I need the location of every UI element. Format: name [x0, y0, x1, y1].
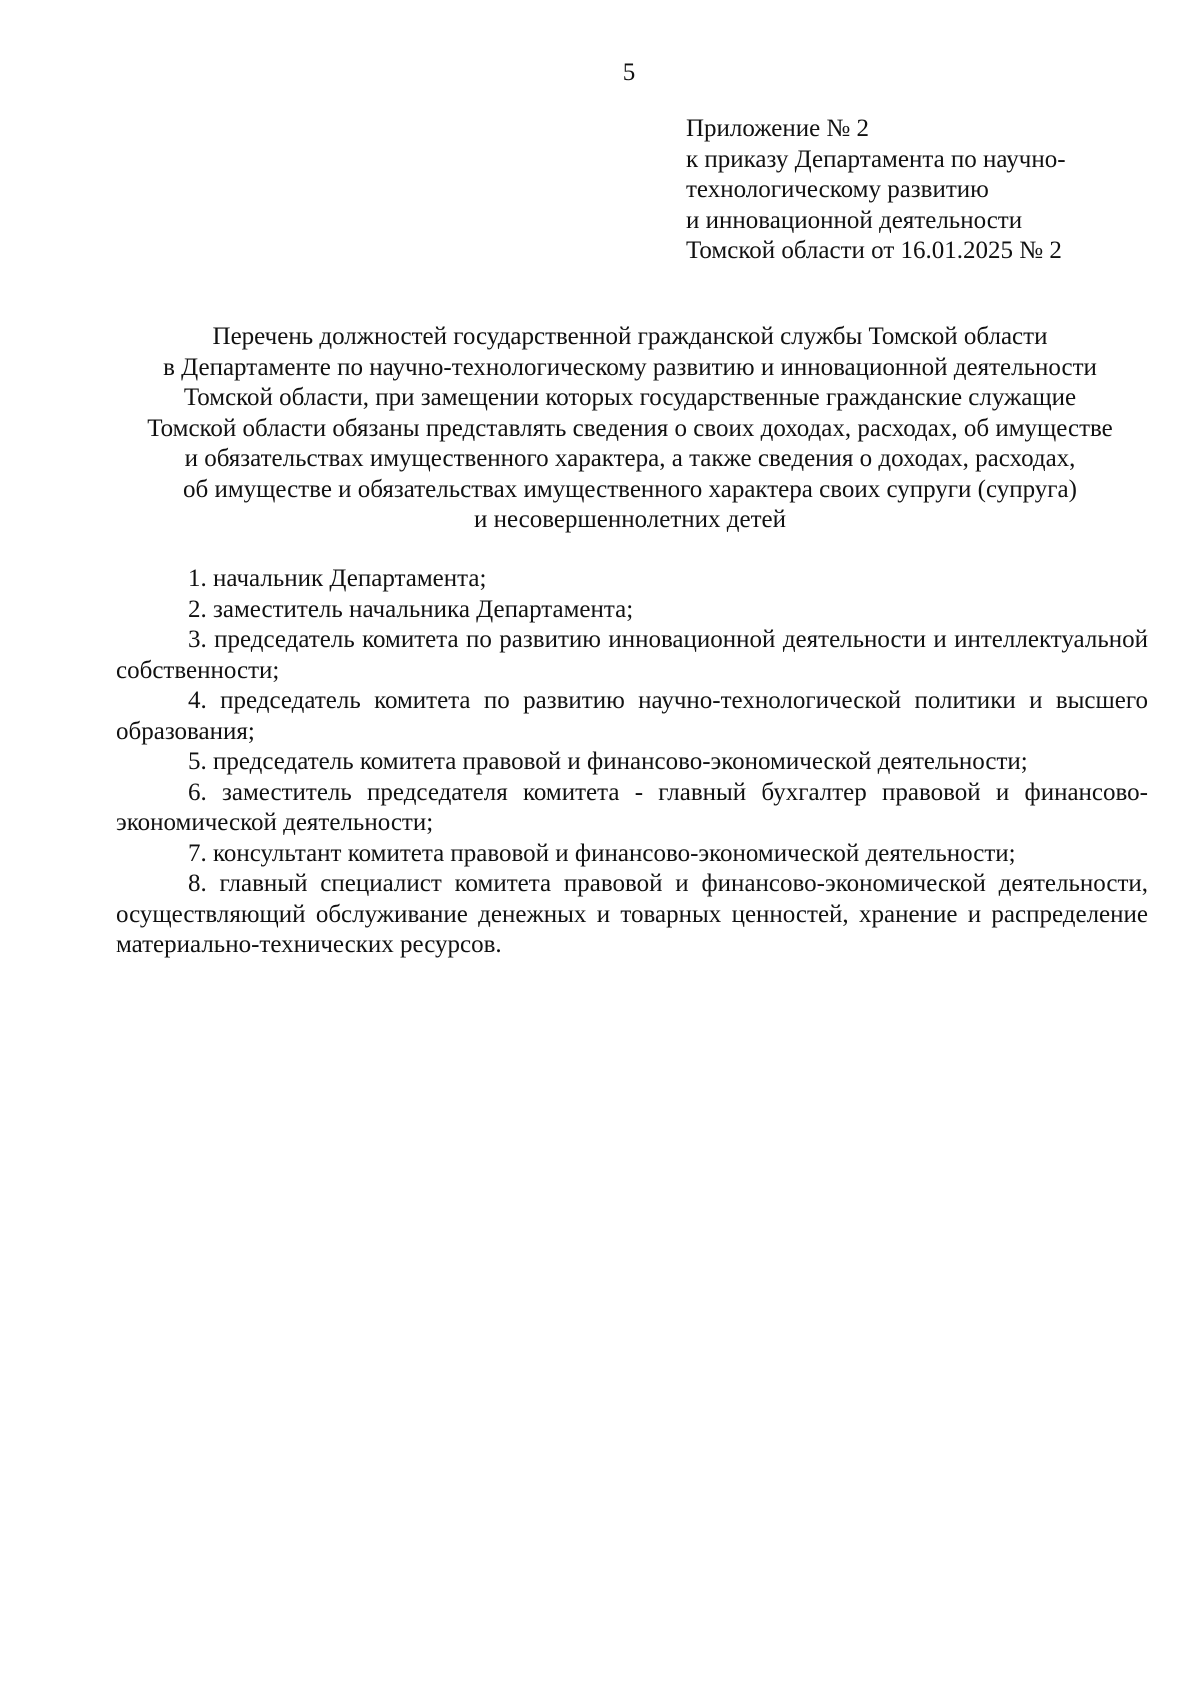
list-item: 2. заместитель начальника Департамента; [188, 595, 634, 623]
title-line: в Департаменте по научно-технологическому развитию и инновационной деятельности [163, 353, 1097, 381]
list-item: 6. заместитель председателя комитета - главный бухгалтер правовой и финансово-экономической деятельности; [116, 778, 1148, 836]
list-item: 5. председатель комитета правовой и финансово-экономической деятельности; [188, 748, 1028, 775]
positions-list [116, 564, 1148, 961]
appendix-line: Томской области от 16.01.2025 № 2 [686, 237, 1062, 264]
list-item: 3. председатель комитета по развитию инновационной деятельности и интеллектуальной собственности; [116, 626, 1148, 684]
appendix-line: к приказу Департамента по научно- [686, 145, 1066, 173]
document-title [100, 322, 1160, 536]
title-line: об имуществе и обязательствах имущественного характера своих супруги (супруга) [183, 475, 1077, 503]
title-line: и обязательствах имущественного характера, а также сведения о доходах, расходах, [184, 445, 1076, 472]
appendix-header [686, 114, 1186, 267]
list-item: 1. начальник Департамента; [188, 565, 487, 592]
list-item: 7. консультант комитета правовой и финансово-экономической деятельности; [188, 839, 1016, 867]
appendix-line: и инновационной деятельности [686, 206, 1023, 234]
appendix-line: технологическому развитию [686, 176, 989, 203]
appendix-line: Приложение № 2 [686, 115, 870, 142]
title-line: и несовершеннолетних детей [473, 506, 787, 533]
list-item: 8. главный специалист комитета правовой и финансово-экономической деятельности, осуществляющий обслуживание денежных и товарных ценностей, хранение и распределение материально-технических ресурсов. [116, 870, 1148, 958]
title-line: Перечень должностей государственной гражданской службы Томской области [212, 323, 1048, 350]
page-number: 5 [622, 59, 636, 86]
list-item: 4. председатель комитета по развитию научно-технологической политики и высшего образования; [116, 687, 1148, 745]
title-line: Томской области, при замещении которых государственные гражданские служащие [183, 384, 1077, 411]
title-line: Томской области обязаны представлять сведения о своих доходах, расходах, об имуществе [147, 414, 1113, 442]
